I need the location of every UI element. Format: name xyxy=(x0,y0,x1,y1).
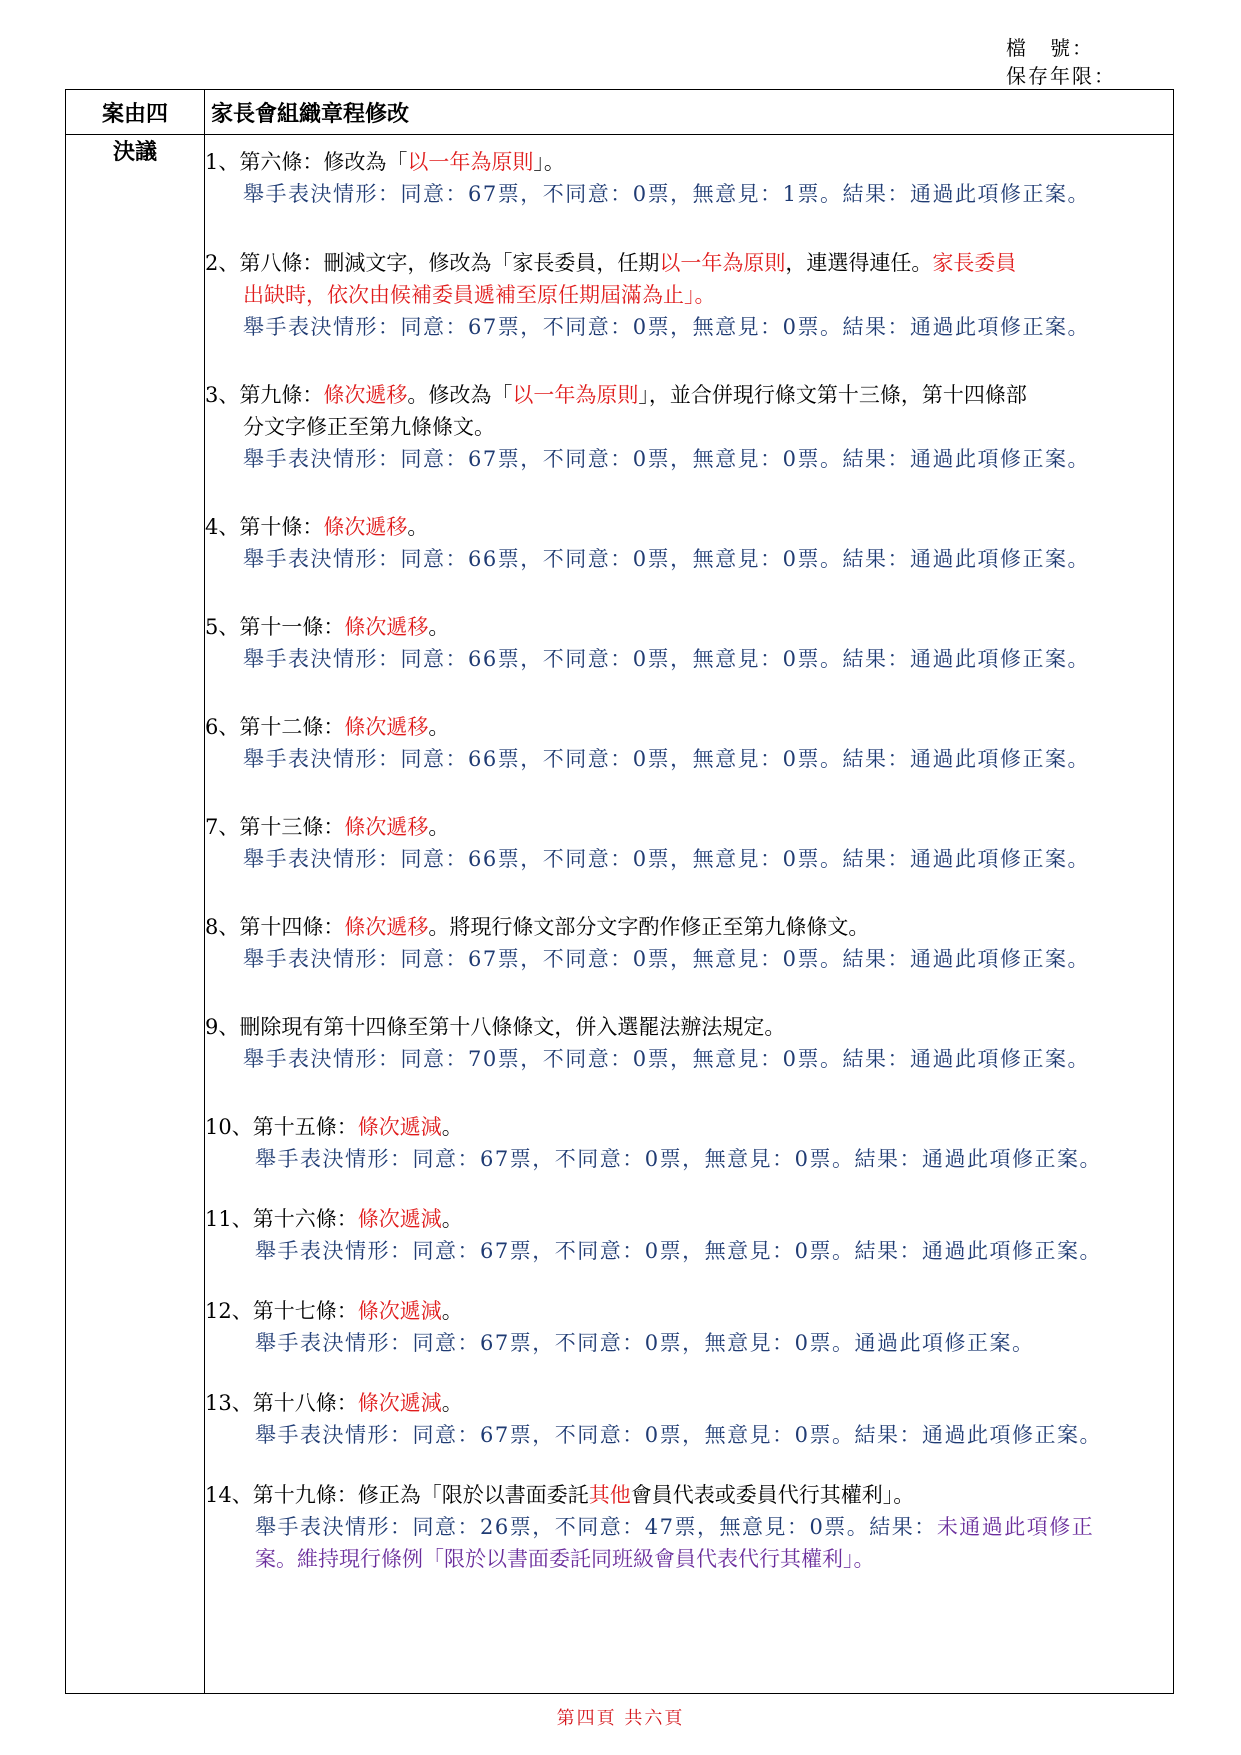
vote-result: 舉手表決情形：同意：67票，不同意：0票，無意見：0票。結果：通過此項修正案。 xyxy=(243,947,1090,971)
vote-result: 舉手表決情形：同意：66票，不同意：0票，無意見：0票。結果：通過此項修正案。 xyxy=(243,747,1090,771)
resolution-row xyxy=(66,135,1174,1694)
item-text-cont: 出缺時，依次由候補委員遞補至原任期屆滿為止」。 xyxy=(243,283,716,307)
agenda-title: 家長會組織章程修改 xyxy=(205,90,1174,135)
item-text: 12、第十七條：條次遞減。 xyxy=(205,1299,463,1323)
item-text: 2、第八條：刪減文字，修改為「家長委員，任期以一年為原則，連選得連任。家長委員 xyxy=(205,251,1017,275)
file-number-label: 檔 號： xyxy=(1006,36,1094,60)
resolution-item-3 xyxy=(205,379,1173,475)
resolution-item-8 xyxy=(205,911,1173,975)
vote-result: 舉手表決情形：同意：67票，不同意：0票，無意見：0票。通過此項修正案。 xyxy=(255,1331,1035,1355)
item-text: 1、第六條：修改為「以一年為原則」。 xyxy=(205,150,565,174)
resolution-items xyxy=(205,135,1174,1694)
item-text: 11、第十六條：條次遞減。 xyxy=(205,1207,463,1231)
file-meta xyxy=(1006,34,1116,90)
item-text: 7、第十三條：條次遞移。 xyxy=(205,815,450,839)
vote-result: 舉手表決情形：同意：66票，不同意：0票，無意見：0票。結果：通過此項修正案。 xyxy=(243,647,1090,671)
minutes-table xyxy=(65,89,1174,1694)
item-text: 6、第十二條：條次遞移。 xyxy=(205,715,450,739)
item-text-cont: 分文字修正至第九條條文。 xyxy=(243,415,495,439)
resolution-item-13 xyxy=(205,1387,1173,1451)
item-text: 13、第十八條：條次遞減。 xyxy=(205,1391,463,1415)
resolution-item-9 xyxy=(205,1011,1173,1075)
vote-result: 舉手表決情形：同意：70票，不同意：0票，無意見：0票。結果：通過此項修正案。 xyxy=(243,1047,1090,1071)
agenda-row xyxy=(66,90,1174,135)
vote-result: 舉手表決情形：同意：26票，不同意：47票，無意見：0票。結果：未通過此項修正 xyxy=(255,1515,1095,1539)
resolution-item-12 xyxy=(205,1295,1173,1359)
vote-result: 舉手表決情形：同意：66票，不同意：0票，無意見：0票。結果：通過此項修正案。 xyxy=(243,547,1090,571)
item-text: 9、刪除現有第十四條至第十八條條文，併入選罷法辦法規定。 xyxy=(205,1015,786,1039)
vote-result: 舉手表決情形：同意：66票，不同意：0票，無意見：0票。結果：通過此項修正案。 xyxy=(243,847,1090,871)
vote-result: 舉手表決情形：同意：67票，不同意：0票，無意見：1票。結果：通過此項修正案。 xyxy=(243,182,1090,206)
item-text: 3、第九條：條次遞移。修改為「以一年為原則」，並合併現行條文第十三條，第十四條部 xyxy=(205,383,1027,407)
resolution-label: 決議 xyxy=(66,135,205,1694)
item-text: 14、第十九條：修正為「限於以書面委託其他會員代表或委員代行其權利」。 xyxy=(205,1483,915,1507)
vote-result: 舉手表決情形：同意：67票，不同意：0票，無意見：0票。結果：通過此項修正案。 xyxy=(255,1147,1102,1171)
resolution-item-7 xyxy=(205,811,1173,875)
item-text: 5、第十一條：條次遞移。 xyxy=(205,615,450,639)
resolution-item-6 xyxy=(205,711,1173,775)
item-text: 8、第十四條：條次遞移。將現行條文部分文字酌作修正至第九條條文。 xyxy=(205,915,870,939)
resolution-item-11 xyxy=(205,1203,1173,1267)
vote-result-cont: 案。維持現行條例「限於以書面委託同班級會員代表代行其權利」。 xyxy=(255,1547,875,1571)
resolution-item-10 xyxy=(205,1111,1173,1175)
resolution-item-4 xyxy=(205,511,1173,575)
vote-result: 舉手表決情形：同意：67票，不同意：0票，無意見：0票。結果：通過此項修正案。 xyxy=(243,447,1090,471)
item-text: 4、第十條：條次遞移。 xyxy=(205,515,429,539)
vote-result: 舉手表決情形：同意：67票，不同意：0票，無意見：0票。結果：通過此項修正案。 xyxy=(255,1239,1102,1263)
vote-result: 舉手表決情形：同意：67票，不同意：0票，無意見：0票。結果：通過此項修正案。 xyxy=(255,1423,1102,1447)
page-footer: 第四頁 共六頁 xyxy=(556,1708,685,1729)
agenda-label: 案由四 xyxy=(66,90,205,135)
resolution-item-2 xyxy=(205,247,1173,343)
vote-result: 舉手表決情形：同意：67票，不同意：0票，無意見：0票。結果：通過此項修正案。 xyxy=(243,315,1090,339)
resolution-item-1 xyxy=(205,146,1173,210)
failed-result: 未通過此項修正 xyxy=(936,1515,1095,1539)
resolution-item-5 xyxy=(205,611,1173,675)
resolution-item-14 xyxy=(205,1479,1173,1575)
retention-label: 保存年限： xyxy=(1006,64,1116,88)
item-text: 10、第十五條：條次遞減。 xyxy=(205,1115,463,1139)
